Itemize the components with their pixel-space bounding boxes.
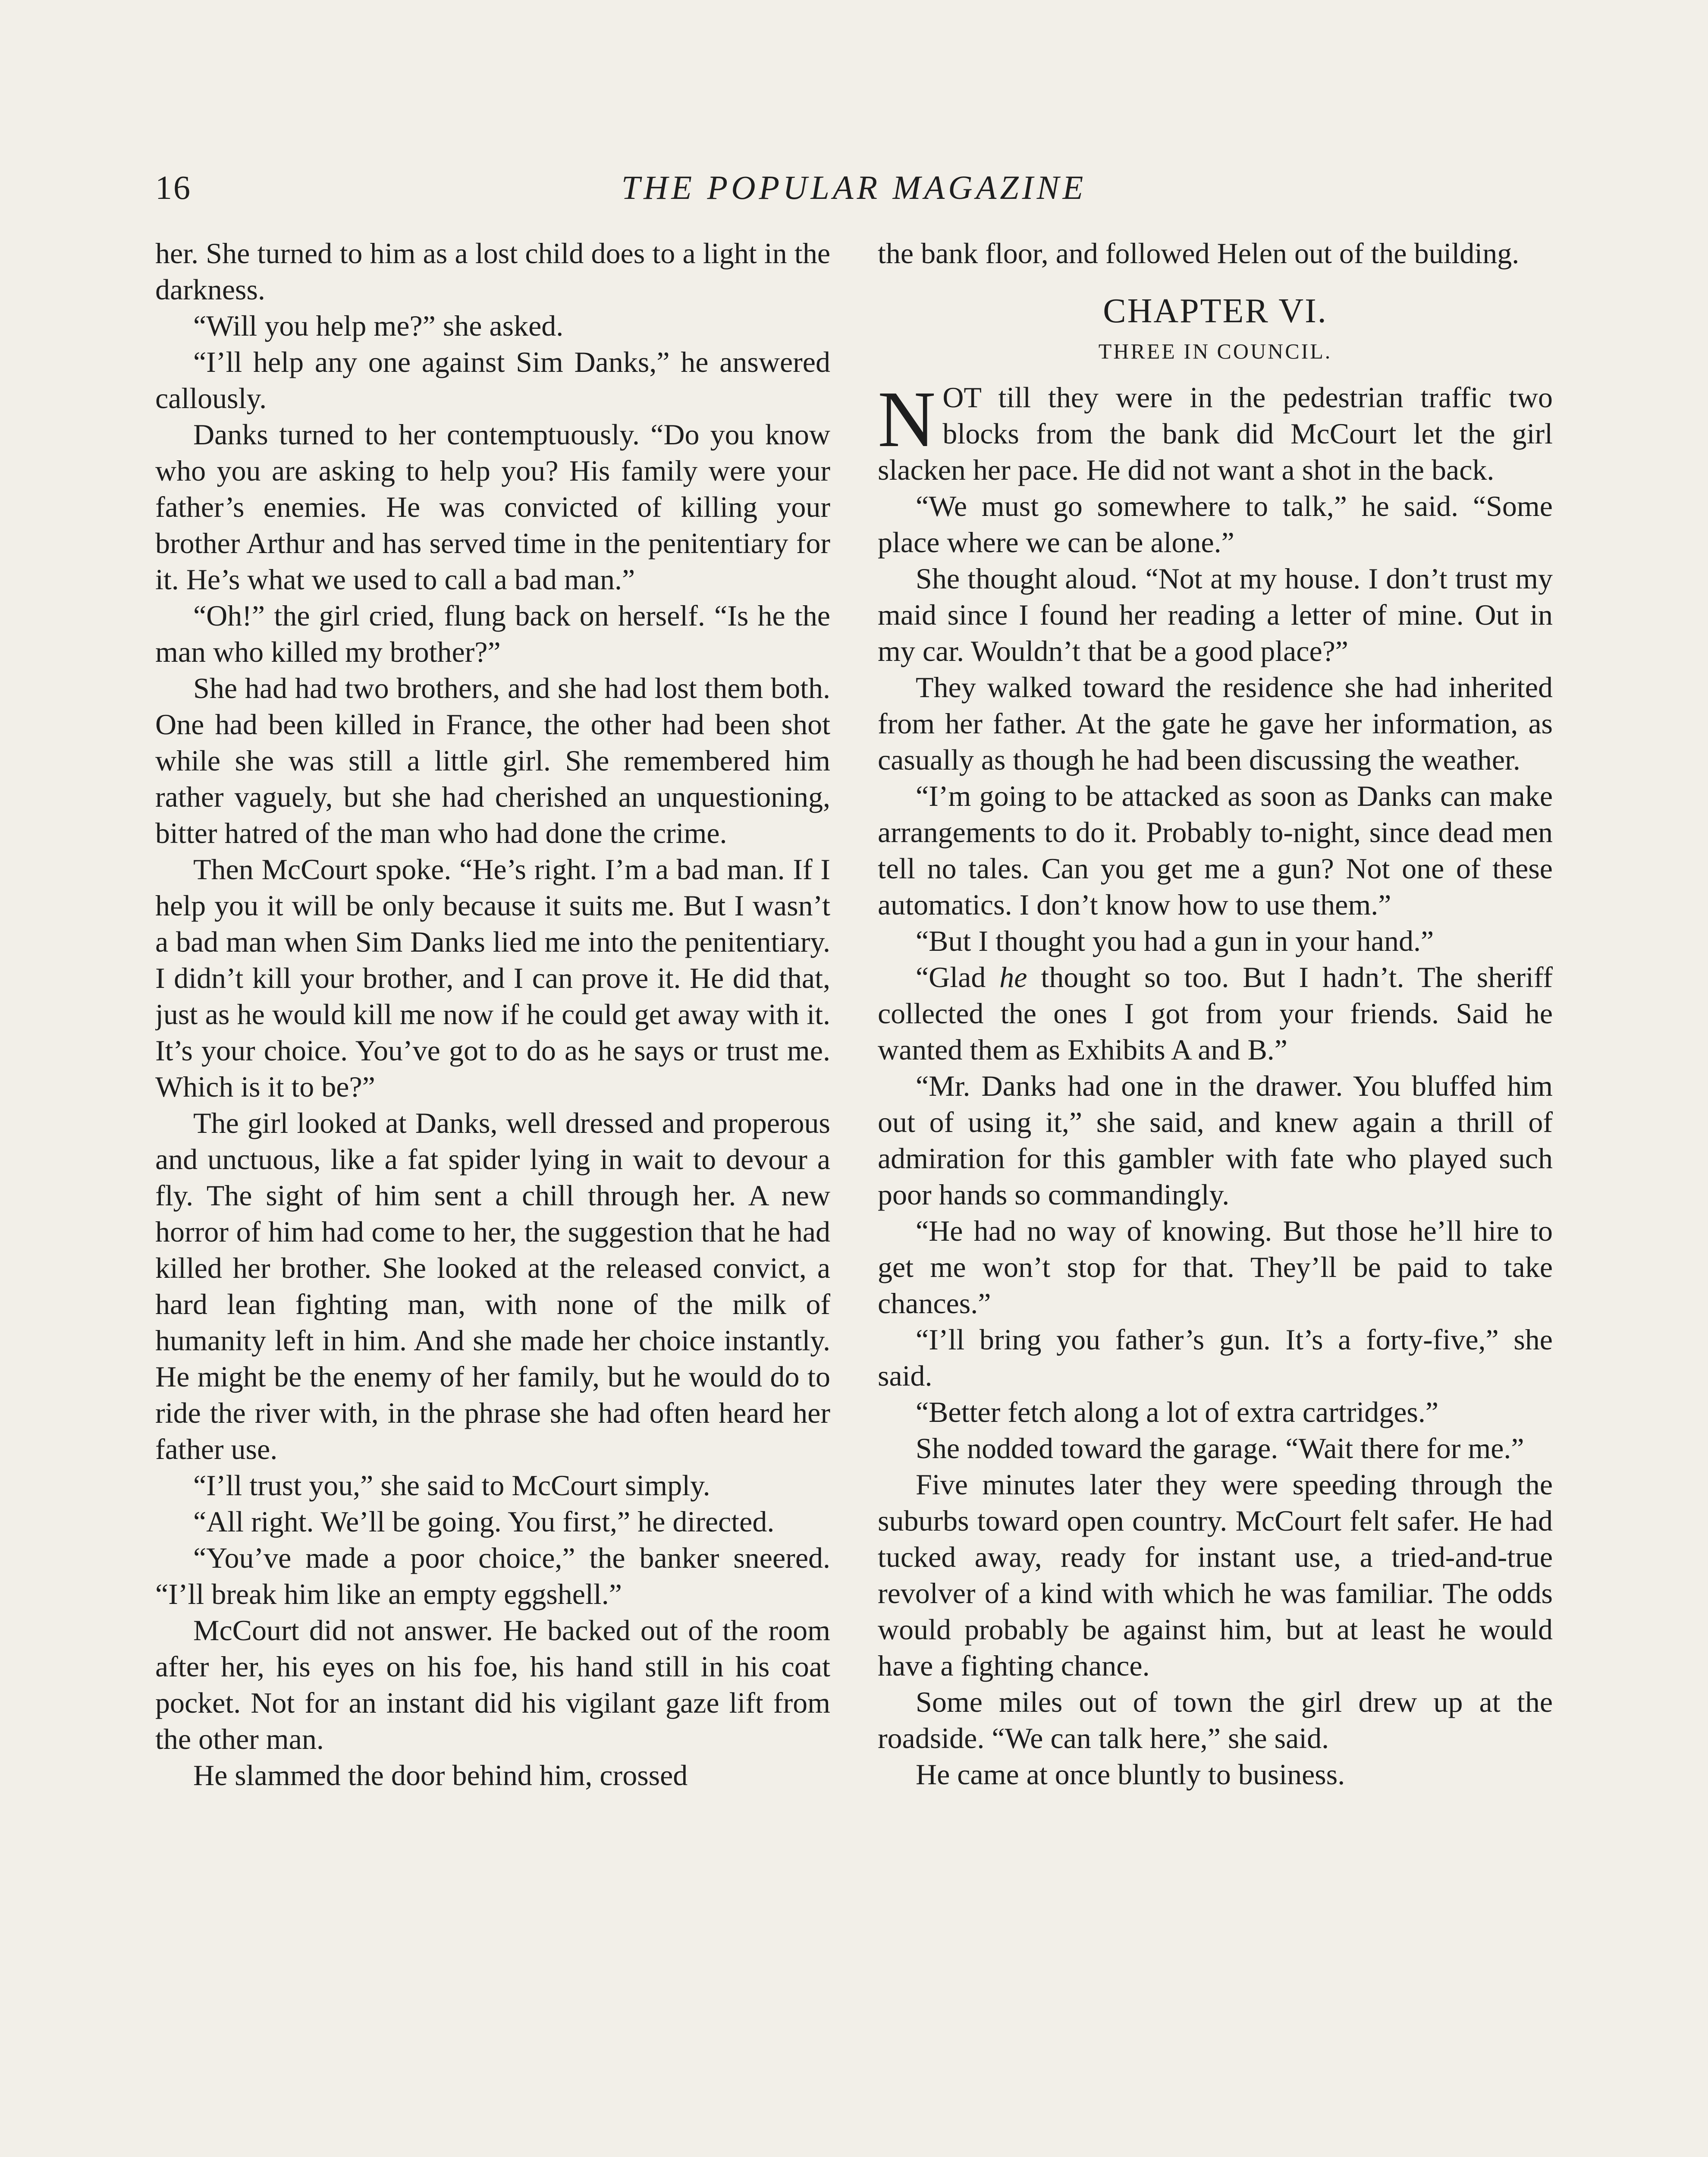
paragraph: “We must go somewhere to talk,” he said. “Some place where we can be alone.” bbox=[878, 490, 1553, 559]
paragraph: “Better fetch along a lot of extra cartridges.” bbox=[916, 1396, 1439, 1428]
paragraph: “I’m going to be attacked as soon as Danks can make arrangements to do it. Probably to-night, since dead men tell no tales. Can you get me a gun? Not one of these automatics. I don’t know how to use them.” bbox=[878, 780, 1553, 921]
chapter-title: CHAPTER VI. bbox=[1103, 292, 1328, 330]
paragraph: “I’ll bring you father’s gun. It’s a forty-five,” she said. bbox=[878, 1323, 1553, 1392]
opening-paragraph bbox=[878, 375, 1553, 488]
paragraph: She had had two brothers, and she had lost them both. One had been killed in France, the other had been shot while she was still a little girl. She remembered him rather vaguely, but she had cherished an unquestioning, bitter hatred of the man who had done the crime. bbox=[155, 672, 830, 849]
paragraph: Then McCourt spoke. “He’s right. I’m a bad man. If I help you it will be only because it suits me. But I wasn’t a bad man when Sim Danks lied me into the penitentiary. I didn’t kill your brother, and I can prove it. He did that, just as he would kill me now if he could get away with it. It’s your choice. You’ve got to do as he says or trust me. Which is it to be?” bbox=[155, 853, 830, 1103]
paragraph: He slammed the door behind him, crossed bbox=[193, 1759, 688, 1792]
right-column bbox=[878, 235, 1553, 2157]
paragraph: “You’ve made a poor choice,” the banker sneered. “I’ll break him like an empty eggshell.” bbox=[155, 1541, 830, 1610]
left-column bbox=[155, 235, 830, 2157]
running-title: THE POPULAR MAGAZINE bbox=[621, 169, 1087, 206]
paragraph: “Mr. Danks had one in the drawer. You bluffed him out of using it,” she said, and knew again a thrill of admiration for this gambler with fate who played such poor hands so commandingly. bbox=[878, 1069, 1553, 1211]
paragraph-text: thought so too. But I hadn’t. The sheriff collected the ones I got from your friends. Said he wanted them as Exhibits A and B.” bbox=[878, 961, 1553, 1066]
paragraph: He came at once bluntly to business. bbox=[916, 1758, 1345, 1791]
paragraph: “Oh!” the girl cried, flung back on herself. “Is he the man who killed my brother?” bbox=[155, 599, 830, 668]
paragraph: the bank floor, and followed Helen out of the building. bbox=[878, 237, 1520, 270]
paragraph: Some miles out of town the girl drew up at the roadside. “We can talk here,” she said. bbox=[878, 1685, 1553, 1755]
paragraph: They walked toward the residence she had inherited from her father. At the gate he gave her information, as casually as though he had been discussing the weather. bbox=[878, 671, 1553, 776]
paragraph: “Will you help me?” she asked. bbox=[193, 309, 564, 342]
paragraph: “I’ll help any one against Sim Danks,” he answered callously. bbox=[155, 346, 830, 415]
article-body bbox=[155, 235, 1553, 2157]
page-number: 16 bbox=[155, 169, 192, 206]
chapter-subtitle: THREE IN COUNCIL. bbox=[1098, 339, 1332, 363]
paragraph: “But I thought you had a gun in your hand.” bbox=[916, 924, 1434, 957]
opening-paragraph-text: OT till they were in the pedestrian traffic two blocks from the bank did McCourt let the girl slacken her pace. He did not want a shot in the back. bbox=[878, 381, 1553, 486]
paragraph: Five minutes later they were speeding through the suburbs toward open country. McCourt felt safer. He had tucked away, ready for instant use, a tried-and-true revolver of a kind with which he was familiar. The odds would probably be against him, but at least he would have a fighting chance. bbox=[878, 1468, 1553, 1682]
paragraph: She nodded toward the garage. “Wait there for me.” bbox=[916, 1432, 1524, 1465]
paragraph: “He had no way of knowing. But those he’ll hire to get me won’t stop for that. They’ll be paid to take chances.” bbox=[878, 1214, 1553, 1320]
paragraph: “All right. We’ll be going. You first,” he directed. bbox=[193, 1505, 775, 1538]
paragraph: “I’ll trust you,” she said to McCourt simply. bbox=[193, 1469, 710, 1502]
paragraph: her. She turned to him as a lost child does to a light in the darkness. bbox=[155, 237, 830, 306]
emphasis-text: he bbox=[999, 961, 1027, 994]
drop-cap: N bbox=[878, 375, 936, 464]
paragraph: The girl looked at Danks, well dressed and properous and unctuous, like a fat spider lying in wait to devour a fly. The sight of him sent a chill through her. A new horror of him had come to her, the suggestion that he had killed her brother. She looked at the released convict, a hard lean fighting man, with none of the milk of humanity left in him. And she made her choice instantly. He might be the enemy of her family, but he would do to ride the river with, in the phrase she had often heard her father use. bbox=[155, 1107, 830, 1465]
paragraph bbox=[878, 959, 1553, 1068]
paragraph: McCourt did not answer. He backed out of the room after her, his eyes on his foe, his hand still in his coat pocket. Not for an instant did his vigilant gaze lift from the other man. bbox=[155, 1614, 830, 1755]
page-header bbox=[155, 162, 1553, 214]
paragraph-text: “Glad bbox=[916, 961, 1000, 994]
paragraph: Danks turned to her contemptuously. “Do you know who you are asking to help you? His family were your father’s enemies. He was convicted of killing your brother Arthur and has served time in the penitentiary for it. He’s what we used to call a bad man.” bbox=[155, 418, 830, 596]
paragraph: She thought aloud. “Not at my house. I don’t trust my maid since I found her reading a letter of mine. Out in my car. Wouldn’t that be a good place?” bbox=[878, 562, 1553, 667]
